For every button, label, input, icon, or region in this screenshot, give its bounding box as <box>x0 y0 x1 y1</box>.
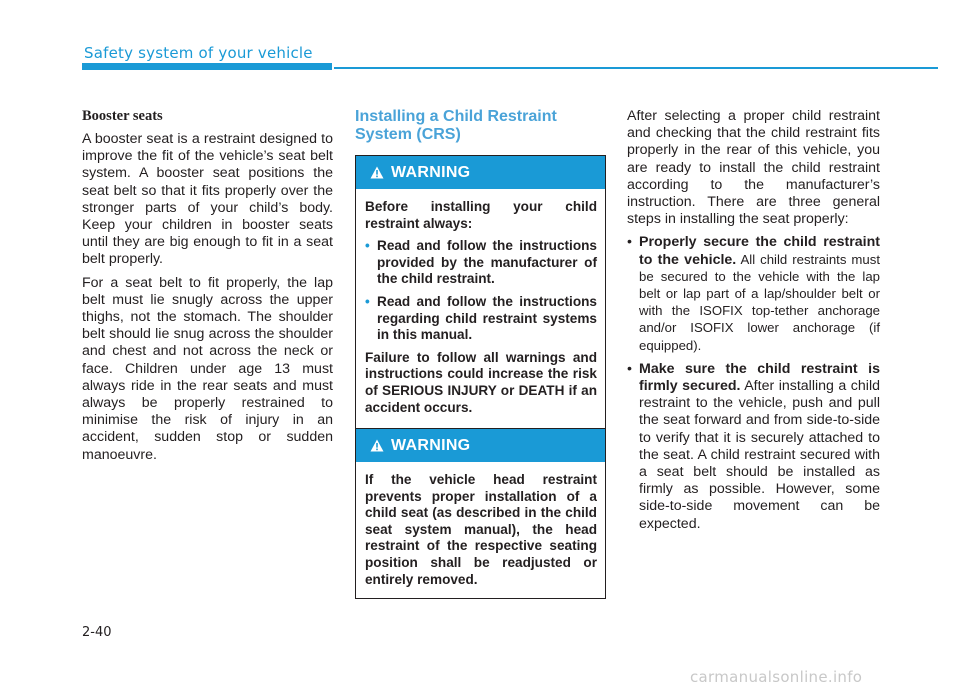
header-rule-thick <box>82 63 332 70</box>
warning-triangle-icon <box>370 166 384 179</box>
page-number: 2-40 <box>82 625 112 640</box>
warning-header <box>356 429 605 462</box>
bullet-icon: • <box>627 234 632 251</box>
warning-box-1 <box>355 155 606 433</box>
warning-label: WARNING <box>391 436 471 454</box>
bullet-lead: Properly secure the child restraint to the vehicle. <box>639 234 880 268</box>
column-install-steps <box>627 108 880 539</box>
bullet-icon: • <box>365 238 370 254</box>
list-item <box>627 234 880 354</box>
paragraph: A booster seat is a restraint designed to improve the fit of the vehicle’s seat belt system. A booster seat positions the seat belt so that it fits properly over the stronger parts of your child’s body. Keep your children in booster seats until they are big enough to fit in a seat belt properly. <box>82 131 333 268</box>
section-header-title: Safety system of your vehicle <box>84 44 313 62</box>
list-item: • Read and follow the instructions regarding child restraint systems in this manual. <box>365 293 597 343</box>
warning-body <box>356 189 605 432</box>
warning-text: If the vehicle head restraint prevents proper installation of a child seat (as described in the child seat system manual), the head restraint of the respective seating position shall be readjusted or entirely removed. <box>365 472 597 587</box>
warning-list <box>365 238 597 344</box>
header-rule-thin <box>334 67 938 69</box>
column-booster-seats <box>82 108 333 470</box>
subtitle-booster-seats: Booster seats <box>82 108 163 124</box>
warning-box-2 <box>355 428 606 599</box>
warning-body <box>356 462 605 598</box>
warning-triangle-icon <box>370 439 384 452</box>
bullet-text: All child restraints must be secured to the vehicle with the lap belt or lap part of a lap/shoulder belt or with the ISOFIX top-tether anchorage and/or ISOFIX lower anchorage (if equipped). <box>639 251 880 353</box>
warning-header <box>356 156 605 189</box>
watermark-text: carmanualsonline.info <box>690 668 863 686</box>
list-item <box>627 361 880 533</box>
list-item: • Read and follow the instructions provided by the manufacturer of the child restraint. <box>365 238 597 287</box>
section-title-installing-crs: Installing a Child Restraint System (CRS) <box>355 108 557 143</box>
bullet-icon: • <box>365 293 370 309</box>
column-installing-crs <box>355 108 606 144</box>
steps-list <box>627 234 880 532</box>
bullet-icon: • <box>627 360 632 377</box>
warning-intro: Before installing your child restraint always: <box>365 199 597 231</box>
bullet-text: After installing a child restraint to the vehicle, push and pull the seat forward and from side-to-side to verify that it is securely attached to the seat. A child restraint secured with a seat belt should be installed as firmly as possible. However, some side-to-side movement can be expected. <box>639 378 880 532</box>
warning-outro: Failure to follow all warnings and instructions could increase the risk of SERIOUS INJURY or DEATH if an accident occurs. <box>365 349 597 415</box>
intro-paragraph: After selecting a proper child restraint and checking that the child restraint fits properly in the rear of this vehicle, you are ready to install the child restraint according to the manufacturer’s instruction. There are three general steps in installing the seat properly: <box>627 108 880 228</box>
bullet-lead: Make sure the child restraint is firmly secured. <box>639 360 880 395</box>
warning-label: WARNING <box>391 163 471 181</box>
paragraph: For a seat belt to fit properly, the lap belt must lie snugly across the upper thighs, not the stomach. The shoulder belt should lie snug across the shoulder and chest and not across the neck or face. Children under age 13 must always ride in the rear seats and must always be properly restrained to minimise the risk of injury in an accident, sudden stop or sudden manoeuvre. <box>82 274 333 463</box>
